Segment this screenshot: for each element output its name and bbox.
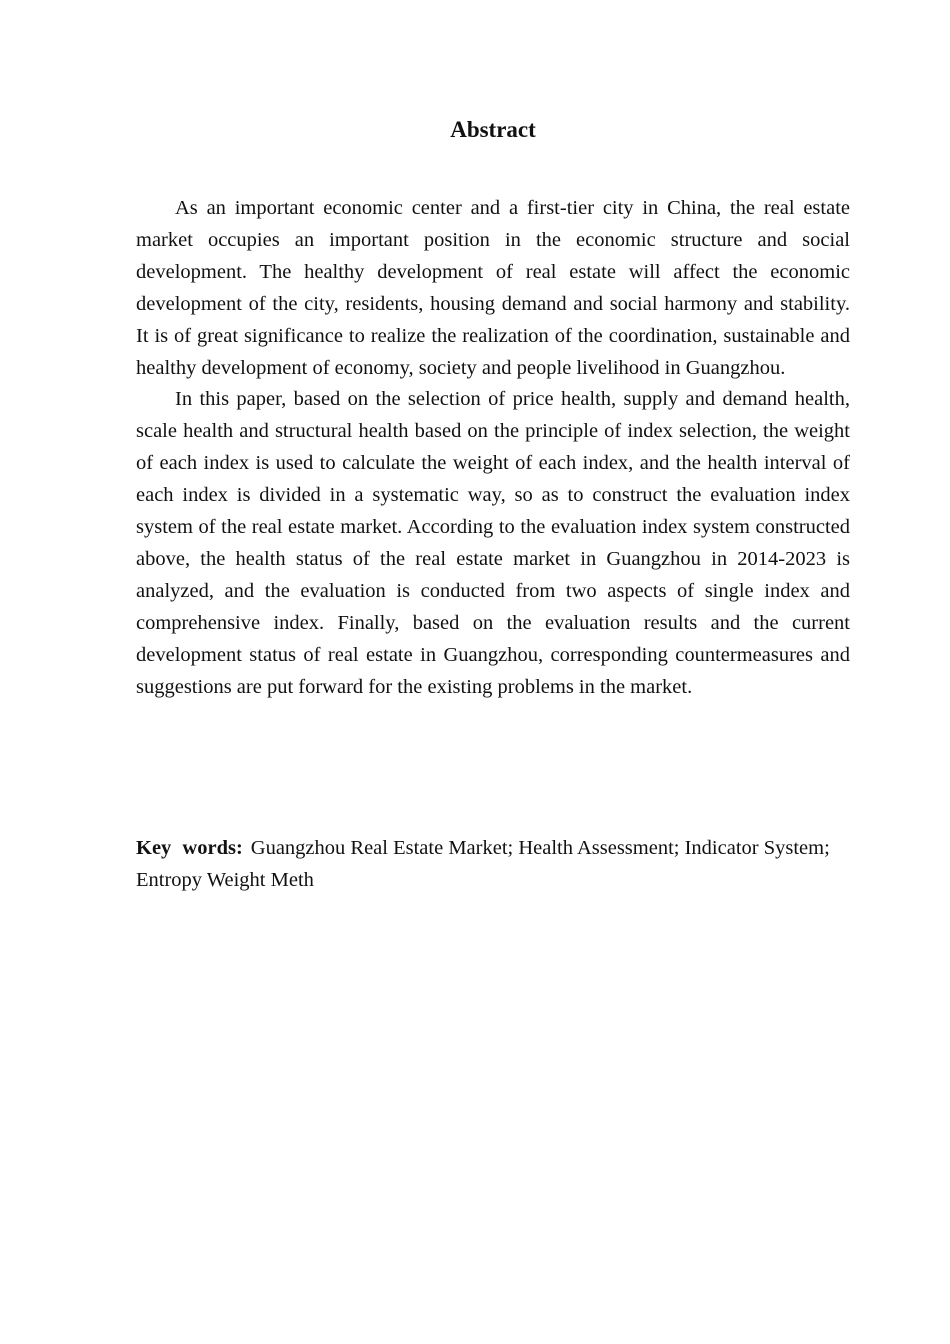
abstract-paragraph-1: As an important economic center and a first-tier city in China, the real estate market occupies an important position in the economic structure and social development. The healthy development of real estate will affect the economic development of the city, residents, housing demand and social harmony and stability. It is of great significance to realize the realization of the coordination, sustainable and healthy development of economy, society and people livelihood in Guangzhou. xyxy=(136,197,850,379)
keywords-text: Guangzhou Real Estate Market; Health Assessment; Indicator System; Entropy Weight Meth xyxy=(136,837,830,891)
abstract-paragraph-2: In this paper, based on the selection of price health, supply and demand health, scale health and structural health based on the principle of index selection, the weight of each index is used to calculate the weight of each index, and the health interval of each index is divided in a systematic way, so as to construct the evaluation index system of the real estate market. According to the evaluation index system constructed above, the health status of the real estate market in Guangzhou in 2014-2023 is analyzed, and the evaluation is conducted from two aspects of single index and comprehensive index. Finally, based on the evaluation results and the current development status of real estate in Guangzhou, corresponding countermeasures and suggestions are put forward for the existing problems in the market. xyxy=(136,388,850,698)
abstract-body xyxy=(136,193,850,704)
abstract-title: Abstract xyxy=(450,117,536,142)
keywords xyxy=(136,832,850,896)
keywords-label: Key words: xyxy=(136,837,243,859)
